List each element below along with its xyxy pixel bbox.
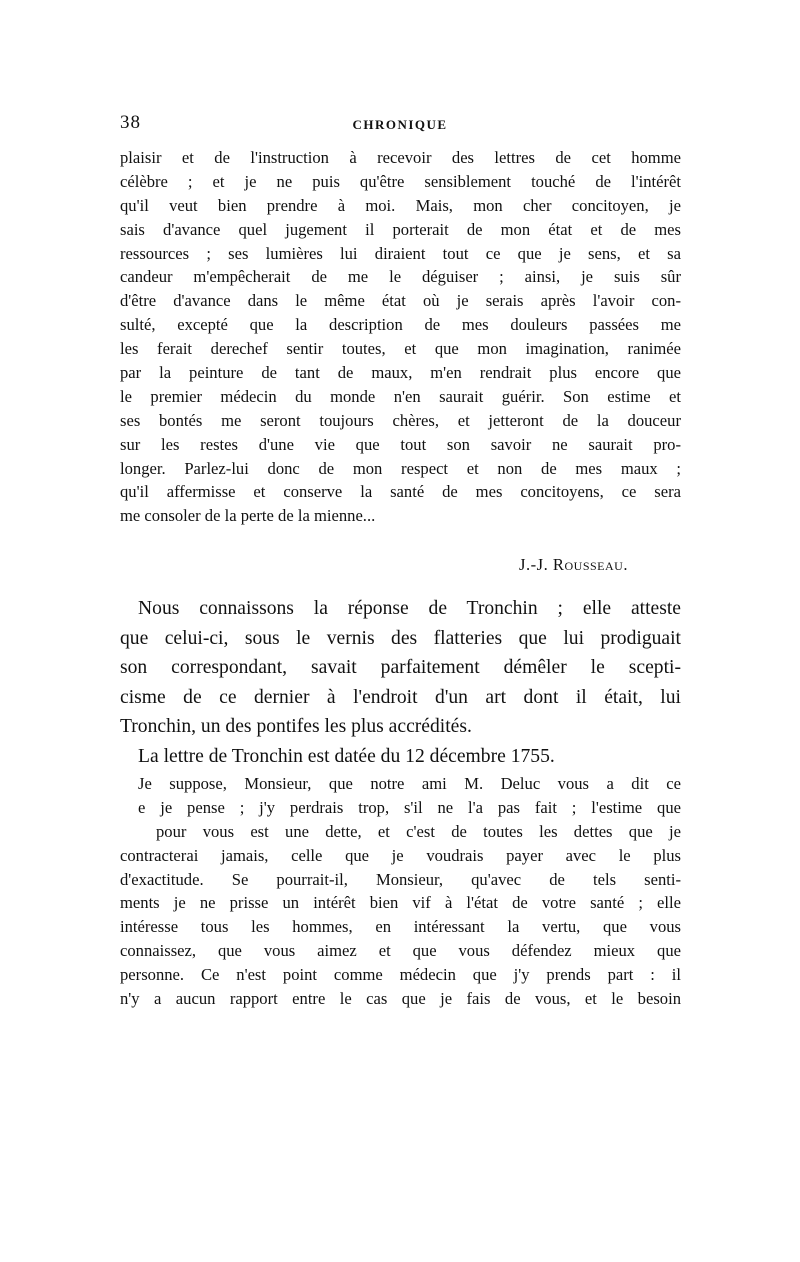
page-number: 38 xyxy=(120,112,141,133)
text-line: que celui-ci, sous le vernis des flatteries que lui prodiguait xyxy=(120,627,681,649)
text-line: intéresse tous les hommes, en intéressant la vertu, que vous xyxy=(120,917,681,937)
text-line: Je suppose, Monsieur, que notre ami M. Deluc vous a dit ce xyxy=(138,774,681,793)
text-line: qu'il affermisse et conserve la santé de mes concitoyens, ce sera xyxy=(120,482,681,502)
text-line: contracterai jamais, celle que je voudrais payer avec le plus xyxy=(120,845,681,865)
running-title: CHRONIQUE xyxy=(352,117,448,132)
text-line: ressources ; ses lumières lui diraient tout ce que je sens, et sa xyxy=(120,243,681,263)
commentary-paragraph xyxy=(120,594,681,772)
text-line: candeur m'empêcherait de me le déguiser ; ainsi, je suis sûr xyxy=(120,267,681,287)
text-line: d'exactitude. Se pourrait-il, Monsieur, qu'avec de tels senti- xyxy=(120,869,681,889)
text-line: n'y a aucun rapport entre le cas que je fais de vous, et le besoin xyxy=(120,989,681,1009)
text-line: le premier médecin du monde n'en saurait guérir. Son estime et xyxy=(120,386,681,406)
text-line: ments je ne prisse un intérêt bien vif à l'état de votre santé ; elle xyxy=(120,893,681,913)
text-line: me consoler de la perte de la mienne... xyxy=(120,506,376,526)
text-line: sur les restes d'une vie que tout son savoir ne saurait pro- xyxy=(120,434,681,454)
rousseau-letter xyxy=(120,146,681,528)
text-line: pour vous est une dette, et c'est de toutes les dettes que je xyxy=(156,821,681,841)
text-line: ses bontés me seront toujours chères, et jetteront de la douceur xyxy=(120,410,681,430)
text-line: La lettre de Tronchin est datée du 12 décembre 1755. xyxy=(138,745,555,767)
text-line: connaissez, que vous aimez et que vous défendez mieux que xyxy=(120,941,681,961)
text-line: son correspondant, savait parfaitement démêler le scepti- xyxy=(120,657,681,679)
tronchin-reply xyxy=(120,772,681,1011)
text-line: Nous connaissons la réponse de Tronchin ; elle atteste xyxy=(138,598,681,619)
text-line: d'être d'avance dans le même état où je serais après l'avoir con- xyxy=(120,291,681,311)
text-line: longer. Parlez-lui donc de mon respect et non de mes maux ; xyxy=(120,458,681,478)
text-line: les ferait derechef sentir toutes, et que mon imagination, ranimée xyxy=(120,339,681,359)
signature xyxy=(120,552,628,578)
text-line: personne. Ce n'est point comme médecin que j'y prends part : il xyxy=(120,965,681,985)
text-line: sulté, excepté que la description de mes douleurs passées me xyxy=(120,315,681,335)
text-line: célèbre ; et je ne puis qu'être sensiblement touché de l'intérêt xyxy=(120,171,681,191)
text-line: cisme de ce dernier à l'endroit d'un art dont il était, lui xyxy=(120,686,681,708)
text-line: plaisir et de l'instruction à recevoir des lettres de cet homme xyxy=(120,148,681,167)
text-line: par la peinture de tant de maux, m'en rendrait plus encore que xyxy=(120,363,681,383)
text-line: e je pense ; j'y perdrais trop, s'il ne l'a pas fait ; l'estime que xyxy=(138,797,681,817)
text-line: qu'il veut bien prendre à moi. Mais, mon cher concitoyen, je xyxy=(120,195,681,215)
page-header xyxy=(120,112,680,140)
signature-text: J.-J. Rousseau. xyxy=(519,555,628,574)
text-line: sais d'avance quel jugement il porterait de mon état et de mes xyxy=(120,219,681,239)
text-line: Tronchin, un des pontifes les plus accrédités. xyxy=(120,716,472,738)
